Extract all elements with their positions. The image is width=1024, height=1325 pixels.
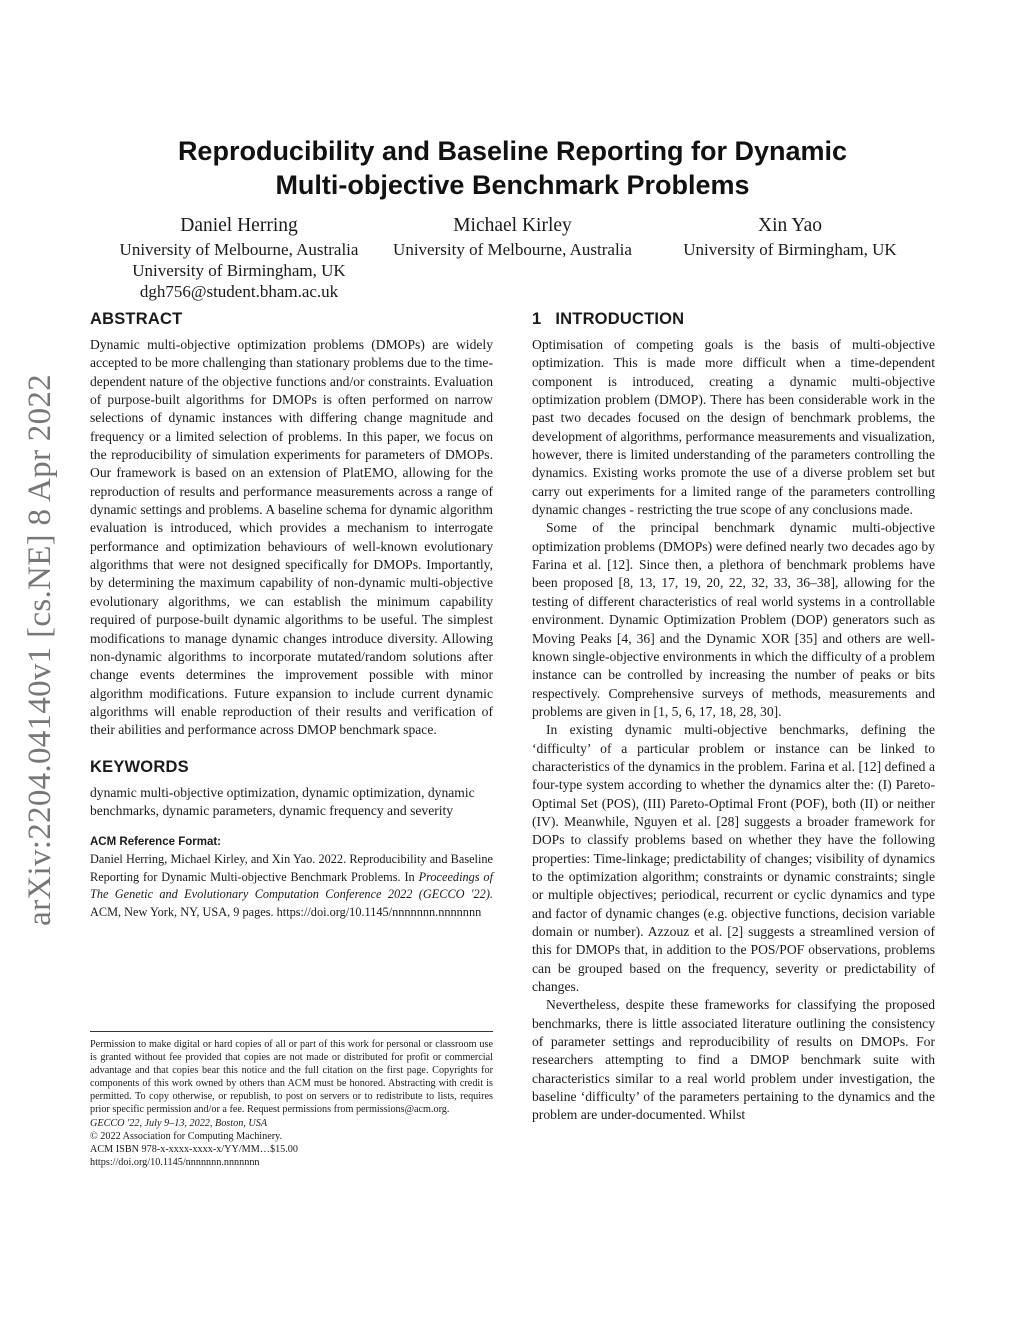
- abstract-text: Dynamic multi-objective optimization problems (DMOPs) are widely accepted to be more challenging than stationary problems due to the time-dependent nature of the objective functions and/or constraints. Evaluation of purpose-built algorithms for DMOPs is often performed on narrow selections of dynamic instances with differing change magnitude and frequency or a limited selection of problems. In this paper, we focus on the reproducibility of simulation experiments for parameters of DMOPs. Our framework is based on an extension of PlatEMO, allowing for the reproduction of results and performance measurements across a range of dynamic settings and problems. A baseline schema for dynamic algorithm evaluation is introduced, which provides a mechanism to interrogate performance and optimization behaviours of well-known evolutionary algorithms that were not designed specifically for DMOPs. Importantly, by determining the maximum capability of non-dynamic multi-objective evolutionary algorithms, we can establish the minimum capability required of purpose-built dynamic algorithms to be useful. The simplest modifications to manage dynamic changes introduce diversity. Allowing non-dynamic algorithms to incorporate mutated/random solutions after change events determines the improvement possible with minor algorithm modifications. Future expansion to include current dynamic algorithms will enable reproduction of their results and verification of their abilities and performance across DMOP benchmark space.: [90, 337, 493, 738]
- author-affiliation: University of Birmingham, UK: [683, 240, 897, 259]
- permission-notice: Permission to make digital or hard copies of all or part of this work for personal or classroom use is granted without fee provided that copies are not made or distributed for profit or commercial advantage and that copies bear this notice and the full citation on the first page. Copyrights for components of this work owned by others than ACM must be honored. Abstracting with credit is permitted. To copy otherwise, or republish, to post on servers or to redistribute to lists, requires prior specific permission and/or a fee. Request permissions from permissions@acm.org.: [90, 1039, 493, 1116]
- title-line-2: Multi-objective Benchmark Problems: [275, 170, 750, 200]
- arxiv-identifier: arXiv:2204.04140v1 [cs.NE] 8 Apr 2022: [21, 374, 58, 926]
- author-block: [380, 214, 645, 260]
- acm-reference-authors: Daniel Herring, Michael Kirley, and Xin Yao. 2022. Reproducibility and Baseline Reporting for Dynamic Multi-objective Benchmark Problems. In: [90, 852, 493, 884]
- arxiv-sidebar-stamp: [8, 360, 72, 940]
- title-line-1: Reproducibility and Baseline Reporting for Dynamic: [177, 136, 848, 166]
- author-affiliation: University of Melbourne, Australia: [119, 240, 359, 259]
- paper-title: [90, 134, 935, 202]
- author-name: Michael Kirley: [453, 215, 572, 236]
- acm-reference-venue: Proceedings of The Genetic and Evolutionary Computation Conference 2022 (GECCO '22).: [90, 869, 493, 902]
- author-affiliation: University of Melbourne, Australia: [393, 240, 632, 259]
- intro-paragraph: Nevertheless, despite these frameworks for classifying the proposed benchmarks, there is little associated literature outlining the consistency of parameter settings and reproducibility of results on DMOPs. For researchers attempting to find a DMOP benchmark suite with characteristics similar to a real world problem under investigation, the baseline ‘difficulty’ of the parameters pertaining to the dynamics and the problem are under-documented. Whilst: [532, 997, 935, 1123]
- right-column: [532, 310, 935, 1125]
- acm-reference-publisher: ACM, New York, NY, USA, 9 pages. https://doi.org/10.1145/nnnnnnn.nnnnnnn: [90, 905, 482, 920]
- introduction-heading: [532, 310, 935, 329]
- keywords-heading: KEYWORDS: [90, 757, 189, 776]
- conference-info: GECCO '22, July 9–13, 2022, Boston, USA: [90, 1117, 268, 1129]
- abstract-heading: ABSTRACT: [90, 310, 183, 328]
- author-block: [90, 214, 388, 302]
- intro-paragraph: In existing dynamic multi-objective benchmarks, defining the ‘difficulty’ of a particular problem or instance can be linked to characteristics of the dynamics in the problem. Farina et al. [12] defined a four-type system according to whether the dynamics alter the: (I) Pareto-Optimal Set (POS), (III) Pareto-Optimal Front (POF), both (II) or neither (IV). Meanwhile, Nguyen et al. [28] suggests a broader framework for DOPs to classify problems based on whether they have the following properties: Time-linkage; predictability of changes; visibility of dynamics to the optimization algorithm; constraints or dynamic constraints; single or multiple objectives; periodical, recurrent or cyclic dynamics and type and factor of dynamic changes (e.g. objective functions, decision variable domain or number). Azzouz et al. [2] suggests a streamlined version of this for DMOPs that, in addition to the POS/POF observations, problems can be grouped based on the frequency, severity or predictability of changes.: [532, 722, 935, 995]
- keywords-text: dynamic multi-objective optimization, dynamic optimization, dynamic benchmarks, dynamic parameters, dynamic frequency and severity: [90, 784, 475, 818]
- author-block: [650, 214, 930, 260]
- left-column: [90, 310, 493, 922]
- author-affiliation: University of Birmingham, UK: [132, 261, 346, 280]
- copyright-footnote: [90, 1031, 493, 1169]
- acm-reference-heading: ACM Reference Format:: [90, 836, 221, 849]
- section-number: 1: [532, 310, 542, 328]
- acm-reference-text: [90, 851, 493, 921]
- isbn-line: ACM ISBN 978-x-xxxx-xxxx-x/YY/MM…$15.00: [90, 1143, 298, 1155]
- author-name: Daniel Herring: [180, 215, 298, 236]
- author-email: dgh756@student.bham.ac.uk: [139, 282, 339, 301]
- intro-paragraph: Optimisation of competing goals is the basis of multi-objective optimization. This is made more difficult when a time-dependent component is introduced, creating a dynamic multi-objective optimization problem (DMOP). There has been considerable work in the past two decades focused on the design of benchmark problems, the development of algorithms, performance measurements and visualization, however, there is limited understanding of the parameters controlling the dynamics. Existing works promote the use of a diverse problem set but carry out experiments for a limited range of the parameters controlling dynamic changes - restricting the true scope of any conclusions made.: [532, 337, 935, 518]
- doi-link[interactable]: https://doi.org/10.1145/nnnnnnn.nnnnnnn: [90, 1156, 260, 1168]
- section-title: INTRODUCTION: [555, 310, 685, 328]
- intro-paragraph: Some of the principal benchmark dynamic multi-objective optimization problems (DMOPs) were defined nearly two decades ago by Farina et al. [12]. Since then, a plethora of benchmark problems have been proposed [8, 13, 17, 19, 20, 22, 32, 33, 36–38], allowing for the testing of different characteristics of real world systems in a controllable environment. Dynamic Optimization Problem (DOP) generators such as Moving Peaks [4, 36] and the Dynamic XOR [35] and others are well-known single-objective environments in which the difficulty of a problem instance can be controlled by increasing the number of peaks or bits respectively. Comprehensive surveys of methods, measurements and problems are given in [1, 5, 6, 17, 18, 28, 30].: [532, 520, 935, 719]
- copyright-line: © 2022 Association for Computing Machinery.: [90, 1130, 283, 1142]
- author-name: Xin Yao: [758, 215, 822, 236]
